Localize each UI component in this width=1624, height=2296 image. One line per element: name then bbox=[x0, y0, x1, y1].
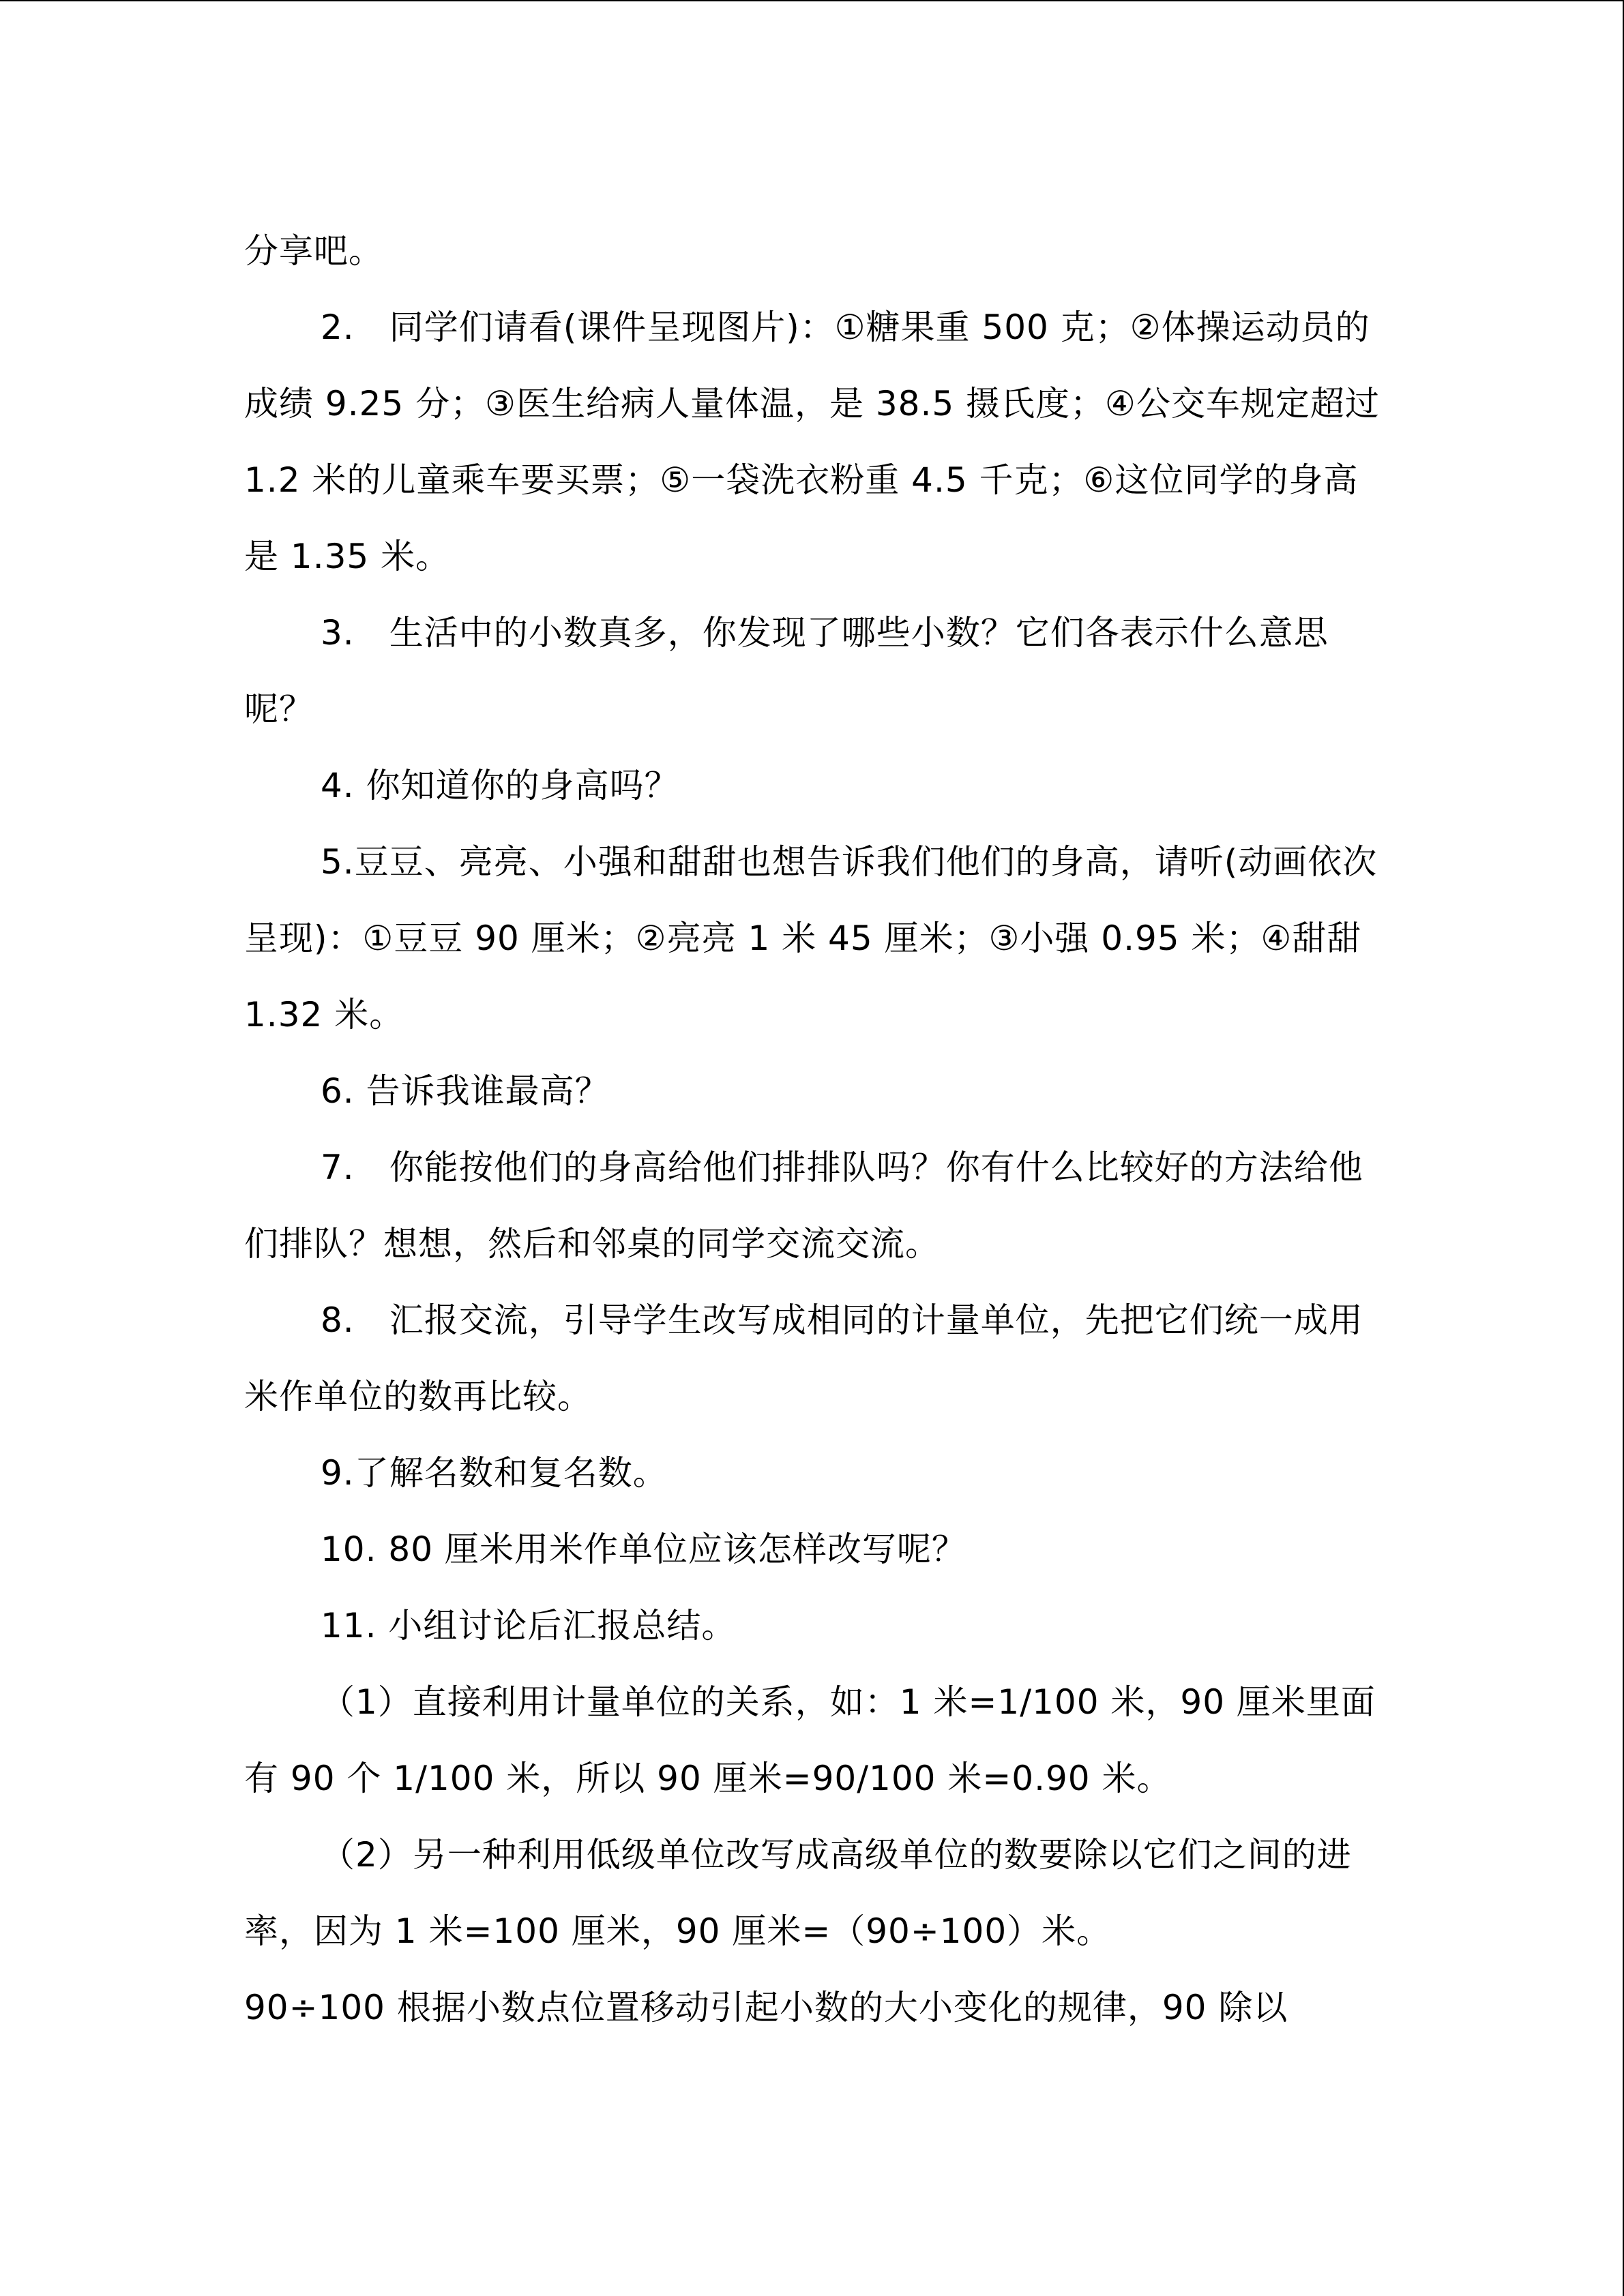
paragraph-trailing: 90÷100 根据小数点位置移动引起小数的大小变化的规律，90 除以 bbox=[244, 1988, 1288, 2027]
paragraph-sub-1: （1）直接利用计量单位的关系，如：1 米=1/100 米，90 厘米里面有 90 个 1/100 米，所以 90 厘米=90/100 米=0.90 米。 bbox=[244, 1682, 1376, 1798]
paragraph-continuation: 分享吧。 bbox=[244, 231, 383, 271]
paragraph-item-6: 6. 告诉我谁最高？ bbox=[321, 1071, 610, 1111]
paragraph-item-5: 5.豆豆、亮亮、小强和甜甜也想告诉我们他们的身高，请听(动画依次呈现)：①豆豆 90 厘米；②亮亮 1 米 45 厘米；③小强 0.95 米；④甜甜 1.32 米。 bbox=[244, 842, 1378, 1034]
paragraph-sub-2: （2）另一种利用低级单位改写成高级单位的数要除以它们之间的进率，因为 1 米=100 厘米，90 厘米=（90÷100）米。 bbox=[244, 1835, 1352, 1951]
document-body bbox=[244, 213, 1380, 2046]
paragraph-item-2: 2. 同学们请看(课件呈现图片)：①糖果重 500 克；②体操运动员的成绩 9.25 分；③医生给病人量体温，是 38.5 摄氏度；④公交车规定超过 1.2 米的儿童乘车要买票；⑤一袋洗衣粉重 4.5 千克；⑥这位同学的身高是 1.35 米。 bbox=[244, 308, 1380, 576]
paragraph-item-10: 10. 80 厘米用米作单位应该怎样改写呢？ bbox=[321, 1530, 966, 1569]
paragraph-item-9: 9.了解名数和复名数。 bbox=[321, 1453, 668, 1493]
paragraph-item-11: 11. 小组讨论后汇报总结。 bbox=[321, 1606, 737, 1645]
paragraph-item-4: 4. 你知道你的身高吗？ bbox=[321, 766, 679, 805]
paragraph-item-8: 8. 汇报交流，引导学生改写成相同的计量单位，先把它们统一成用米作单位的数再比较。 bbox=[244, 1300, 1363, 1416]
paragraph-item-7: 7. 你能按他们的身高给他们排排队吗？你有什么比较好的方法给他们排队？想想，然后和邻桌的同学交流交流。 bbox=[244, 1148, 1363, 1264]
paragraph-item-3: 3. 生活中的小数真多，你发现了哪些小数？它们各表示什么意思呢？ bbox=[244, 613, 1329, 729]
